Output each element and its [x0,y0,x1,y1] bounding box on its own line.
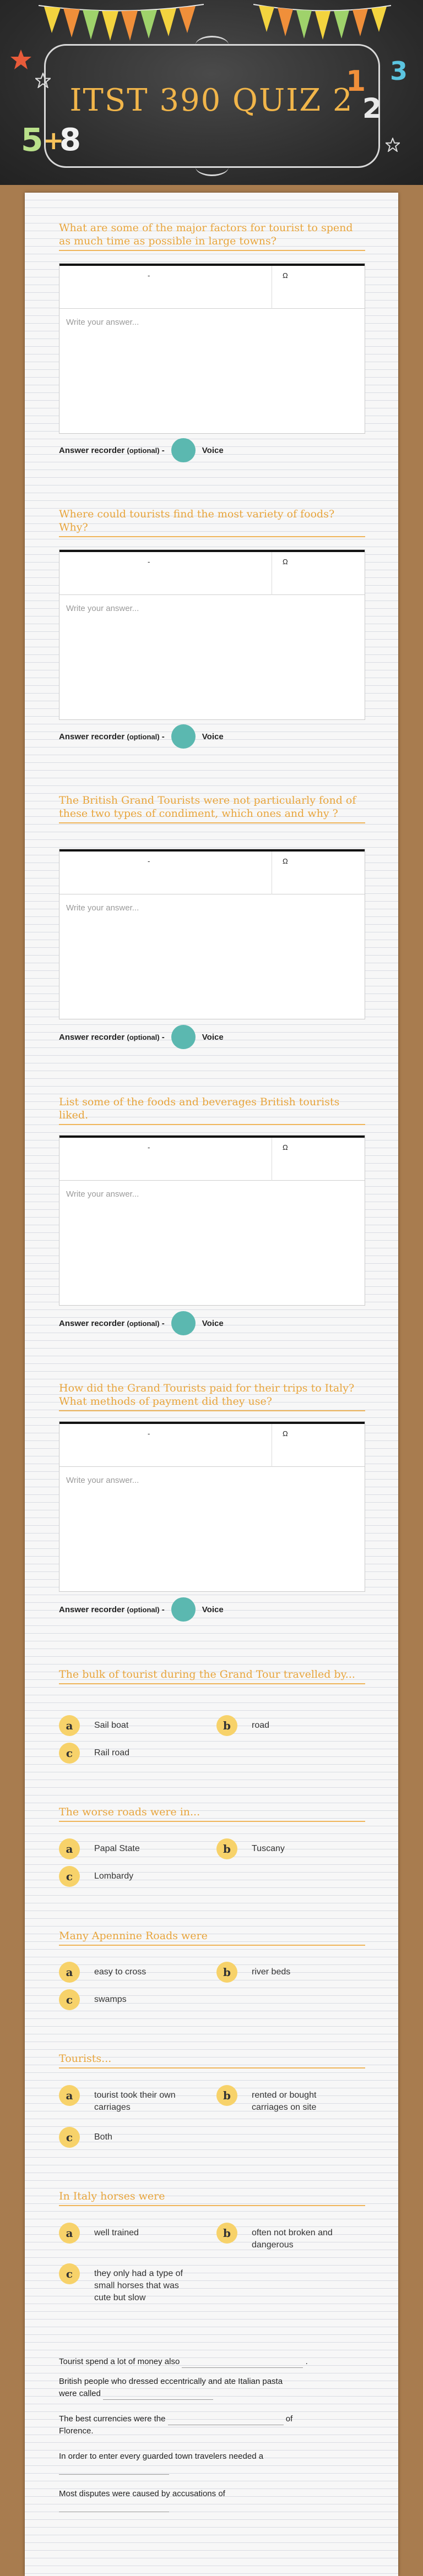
answer-editor-3[interactable] [59,849,365,1019]
answer-textarea[interactable]: Write your answer... [66,318,139,327]
option-c[interactable]: c swamps [59,1994,202,2010]
answer-recorder-4: Answer recorder (optional) - Voice [59,1311,224,1335]
chalkboard-header [0,0,423,185]
option-letter-badge: c [59,1866,80,1887]
editor-toolbar [59,1138,365,1181]
voice-label: Voice [202,445,224,455]
minus-tool-button[interactable]: - [148,1143,150,1151]
minus-tool-button[interactable]: - [148,271,150,280]
answer-recorder-2: Answer recorder (optional) - Voice [59,724,224,749]
blank-input[interactable] [168,2416,284,2425]
bunting-right-icon [253,0,391,50]
choice-question-3-title: Many Apennine Roads were [59,1929,365,1946]
option-b[interactable]: b rented or bought carriages on site [216,2089,365,2114]
question-3-title: The British Grand Tourists were not particularly fond of these two types of condiment, which ones and why ? [59,794,365,823]
answer-editor-2[interactable] [59,549,365,720]
minus-tool-button[interactable]: - [148,857,150,865]
record-button[interactable] [171,1025,196,1049]
option-c[interactable]: c Lombardy [59,1870,202,1887]
blank-input[interactable] [59,2503,169,2512]
option-c[interactable]: c they only had a type of small horses that was cute but slow [59,2268,208,2304]
record-button[interactable] [171,1597,196,1622]
option-a[interactable]: a easy to cross [59,1966,202,1983]
option-b[interactable]: b Tuscany [216,1843,365,1859]
answer-recorder-3: Answer recorder (optional) - Voice [59,1025,224,1049]
answer-editor-1[interactable] [59,263,365,434]
question-4-title: List some of the foods and beverages British tourists liked. [59,1095,365,1125]
choice-question-2-title: The worse roads were in... [59,1805,365,1822]
quiz-sheet [25,193,398,2576]
fill-in-1: Tourist spend a lot of money also . [59,2356,365,2368]
voice-label: Voice [202,732,224,741]
minus-tool-button[interactable]: - [148,558,150,566]
option-letter-badge: a [59,2085,80,2106]
option-c[interactable]: c Rail road [59,1747,202,1764]
editor-toolbar [59,852,365,894]
voice-label: Voice [202,1318,224,1328]
decor-number-three: 3 [390,56,408,86]
editor-toolbar [59,1424,365,1467]
decor-number-five: 5 [21,121,44,159]
record-button[interactable] [171,1311,196,1335]
fill-in-4: In order to enter every guarded town travelers needed a [59,2451,365,2475]
voice-label: Voice [202,1032,224,1042]
option-letter-badge: c [59,2263,80,2284]
voice-label: Voice [202,1604,224,1614]
answer-editor-5[interactable] [59,1421,365,1592]
omega-symbol-button[interactable]: Ω [283,857,288,865]
editor-toolbar [59,552,365,595]
fill-in-2: British people who dressed eccentrically and ate Italian pasta were called [59,2376,365,2400]
option-letter-badge: b [216,1838,237,1859]
option-c[interactable]: c Both [59,2131,202,2148]
option-b[interactable]: b road [216,1720,365,1736]
omega-symbol-button[interactable]: Ω [283,1429,288,1438]
blank-input[interactable] [182,2359,303,2368]
decor-number-eight: 8 [59,122,81,158]
answer-textarea[interactable]: Write your answer... [66,1476,139,1485]
record-button[interactable] [171,724,196,749]
option-a[interactable]: a Papal State [59,1843,202,1859]
option-letter-badge: b [216,1715,237,1736]
decor-plus: + [43,125,64,155]
option-letter-badge: b [216,1962,237,1983]
option-letter-badge: a [59,1838,80,1859]
option-a[interactable]: a tourist took their own carriages [59,2089,208,2114]
omega-symbol-button[interactable]: Ω [283,1143,288,1151]
option-letter-badge: b [216,2085,237,2106]
answer-recorder-5: Answer recorder (optional) - Voice [59,1597,224,1622]
option-a[interactable]: a well trained [59,2227,208,2244]
omega-symbol-button[interactable]: Ω [283,558,288,566]
option-letter-badge: b [216,2223,237,2244]
answer-recorder-1: Answer recorder (optional) - Voice [59,438,224,462]
star-outline-icon [35,73,51,88]
star-icon [10,48,32,70]
choice-question-4-title: Tourists... [59,2052,365,2069]
choice-question-5-title: In Italy horses were [59,2190,365,2206]
question-1-title: What are some of the major factors for tourist to spend as much time as possible in large towns? [59,221,365,251]
page-title: ITST 390 QUIZ 2 [69,83,354,118]
option-letter-badge: c [59,1743,80,1764]
answer-textarea[interactable]: Write your answer... [66,903,139,913]
option-letter-badge: c [59,2127,80,2148]
blank-input[interactable] [103,2391,213,2400]
decor-number-one: 1 [346,65,366,98]
blank-input[interactable] [59,2466,169,2475]
bunting-left-icon [39,0,204,50]
answer-textarea[interactable]: Write your answer... [66,604,139,613]
option-letter-badge: a [59,1715,80,1736]
omega-symbol-button[interactable]: Ω [283,271,288,280]
question-5-title: How did the Grand Tourists paid for their trips to Italy? What methods of payment did they use? [59,1382,365,1411]
editor-toolbar [59,266,365,309]
answer-textarea[interactable]: Write your answer... [66,1189,139,1199]
record-button[interactable] [171,438,196,462]
option-b[interactable]: b often not broken and dangerous [216,2227,365,2251]
option-b[interactable]: b river beds [216,1966,365,1983]
fill-in-3: The best currencies were the of Florence. [59,2414,293,2436]
star-outline-icon [386,138,400,152]
choice-question-1-title: The bulk of tourist during the Grand Tour travelled by... [59,1668,365,1684]
option-letter-badge: a [59,2223,80,2244]
option-letter-badge: a [59,1962,80,1983]
answer-editor-4[interactable] [59,1135,365,1306]
fill-in-5: Most disputes were caused by accusations of [59,2488,365,2512]
decor-number-two: 2 [362,92,382,124]
minus-tool-button[interactable]: - [148,1429,150,1438]
option-letter-badge: c [59,1989,80,2010]
question-2-title: Where could tourists find the most variety of foods? Why? [59,507,365,537]
option-a[interactable]: a Sail boat [59,1720,202,1736]
